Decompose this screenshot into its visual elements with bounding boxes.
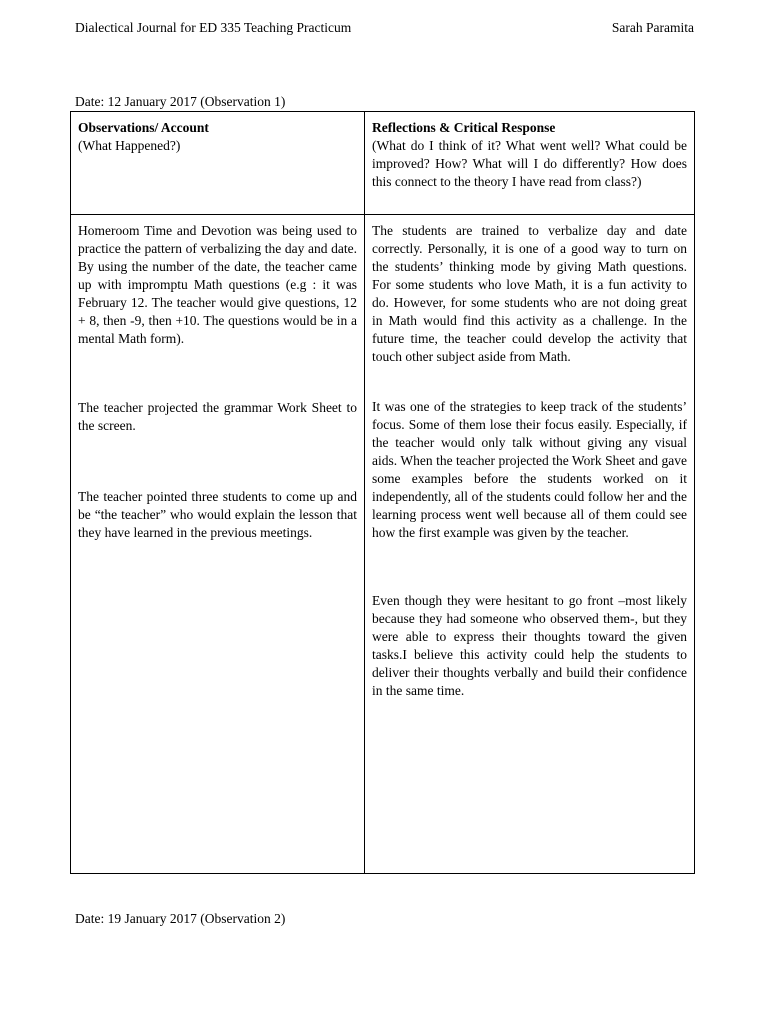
reflections-header-cell: [365, 112, 695, 215]
observation-entry-3: The teacher pointed three students to come up and be “the teacher” who would explain the lesson that they have learned in the previous meetings.: [78, 489, 357, 540]
observation-entry-1: Homeroom Time and Devotion was being used to practice the pattern of verbalizing the day and date. By using the number of the date, the teacher came up with impromptu Math questions (e.g : it was February 12. The teacher would give questions, 12 + 8, then -9, then +10. The questions would be in a mental Math form).: [78, 223, 357, 346]
observations-header-cell: [71, 112, 365, 215]
observations-column-subtitle: (What Happened?): [78, 138, 181, 153]
dialectical-journal-table: [70, 111, 695, 874]
observation-entry-2: The teacher projected the grammar Work Sheet to the screen.: [78, 400, 357, 433]
observations-column-title: Observations/ Account: [78, 120, 209, 135]
reflections-cell: [365, 215, 695, 874]
reflection-entry-2: It was one of the strategies to keep track of the students’ focus. Some of them lose their focus easily. Especially, if the teacher would only talk without giving any visual aids. When the teacher projected the Work Sheet and gave some examples before the students worked on it independently, all of the students could follow her and the learning process went well because all of them could see how the first example was given by the teacher.: [372, 399, 687, 540]
table-row: [71, 215, 695, 874]
reflections-column-title: Reflections & Critical Response: [372, 120, 556, 135]
reflection-entry-3: Even though they were hesitant to go front –most likely because they had someone who observed them-, but they were able to express their thoughts toward the given tasks.I believe this activity could help the students to deliver their thoughts verbally and build their confidence in the same time.: [372, 593, 687, 698]
observation-2-date: Date: 19 January 2017 (Observation 2): [75, 911, 286, 926]
table-header-row: [71, 112, 695, 215]
author-name: Sarah Paramita: [611, 20, 694, 35]
observations-cell: [71, 215, 365, 874]
reflections-column-subtitle: (What do I think of it? What went well? What could be improved? How? What will I do differently? How does this connect to the theory I have read from class?): [372, 138, 687, 189]
document-title: Dialectical Journal for ED 335 Teaching Practicum: [75, 20, 352, 35]
reflection-entry-1: The students are trained to verbalize day and date correctly. Personally, it is one of a good way to turn on the students’ thinking mode by giving Math questions. For some students who love Math, it is a fun activity to do. However, for some students who are not doing great in Math would find this activity as a challenge. In the future time, the teacher could develop the activity that touch other subject aside from Math.: [372, 223, 687, 364]
observation-1-date: Date: 12 January 2017 (Observation 1): [75, 94, 286, 109]
